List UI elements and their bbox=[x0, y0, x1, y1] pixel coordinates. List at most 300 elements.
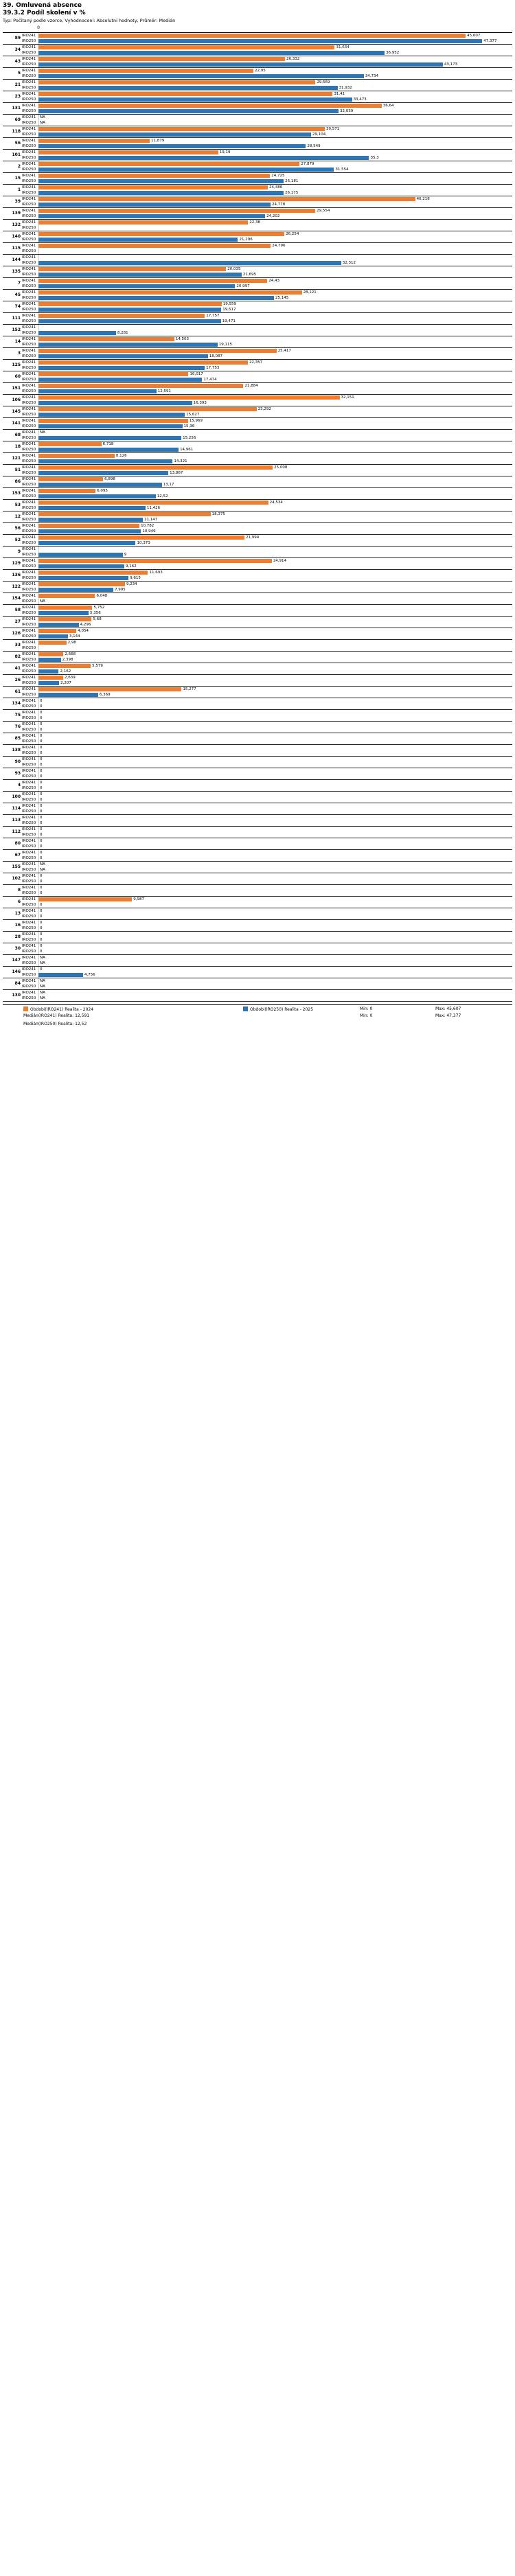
chart-row-group bbox=[3, 558, 512, 569]
bar-value-label: 0 bbox=[40, 938, 43, 942]
category-label: 2 bbox=[17, 164, 21, 169]
category-label: 144 bbox=[12, 257, 21, 262]
bar-row bbox=[3, 395, 512, 400]
bar-row bbox=[3, 62, 512, 67]
bar bbox=[38, 273, 242, 277]
chart-row-group bbox=[3, 862, 512, 873]
bar bbox=[38, 150, 218, 154]
series-year-label: IRO241 bbox=[22, 104, 36, 108]
bar-row bbox=[3, 220, 512, 225]
series-year-label: IRO250 bbox=[22, 623, 36, 627]
chart-row-group bbox=[3, 185, 512, 196]
series-year-label: IRO241 bbox=[22, 395, 36, 400]
chart-row-group bbox=[3, 687, 512, 698]
bar-row bbox=[3, 214, 512, 219]
series-year-label: IRO241 bbox=[22, 687, 36, 691]
series-year-label: IRO241 bbox=[22, 512, 36, 516]
series-year-label: IRO250 bbox=[22, 833, 36, 837]
bar-row bbox=[3, 902, 512, 908]
series-year-label: IRO241 bbox=[22, 932, 36, 936]
category-label: 34 bbox=[14, 47, 21, 52]
series-year-label: IRO241 bbox=[22, 652, 36, 656]
bar-row bbox=[3, 961, 512, 966]
series-year-label: IRO241 bbox=[22, 267, 36, 271]
chart-row-group bbox=[3, 838, 512, 849]
bar-row bbox=[3, 330, 512, 336]
series-year-label: IRO250 bbox=[22, 436, 36, 440]
bar bbox=[38, 174, 270, 178]
chart-row-group bbox=[3, 722, 512, 733]
category-label: 84 bbox=[14, 981, 21, 986]
category-label: 12 bbox=[14, 514, 21, 519]
bar bbox=[38, 541, 135, 545]
bar-row bbox=[3, 476, 512, 482]
bar-row bbox=[3, 225, 512, 231]
series-year-label: IRO241 bbox=[22, 804, 36, 808]
chart-row-group bbox=[3, 406, 512, 417]
bar-row bbox=[3, 575, 512, 581]
series-year-label: IRO241 bbox=[22, 559, 36, 563]
bar-value-label: 0 bbox=[40, 804, 43, 808]
bar bbox=[38, 524, 139, 528]
bar-row bbox=[3, 465, 512, 470]
bar-row bbox=[3, 505, 512, 511]
chart-row-group bbox=[3, 955, 512, 966]
bar-value-label: NA bbox=[40, 991, 45, 995]
bar-row bbox=[3, 155, 512, 161]
bar-value-label: 2,162 bbox=[60, 669, 71, 674]
chart-row-group bbox=[3, 593, 512, 604]
series-year-label: IRO241 bbox=[22, 255, 36, 260]
series-year-label: IRO250 bbox=[22, 529, 36, 533]
series-year-label: IRO250 bbox=[22, 109, 36, 113]
bar-row bbox=[3, 925, 512, 931]
bar-row bbox=[3, 535, 512, 540]
series-year-label: IRO241 bbox=[22, 302, 36, 306]
bar-value-label: NA bbox=[40, 115, 45, 119]
bar bbox=[38, 594, 95, 598]
category-label: 147 bbox=[12, 958, 21, 963]
category-label: 15 bbox=[14, 176, 21, 181]
series-year-label: IRO241 bbox=[22, 139, 36, 143]
category-label: 145 bbox=[12, 409, 21, 414]
bar-row bbox=[3, 628, 512, 634]
series-year-label: IRO250 bbox=[22, 961, 36, 965]
bar bbox=[38, 576, 128, 580]
bar-row bbox=[3, 634, 512, 639]
series-year-label: IRO241 bbox=[22, 967, 36, 971]
bar bbox=[38, 139, 150, 143]
bar bbox=[38, 483, 162, 487]
chart-row-group bbox=[3, 161, 512, 172]
chart-row-group bbox=[3, 196, 512, 207]
bar-row bbox=[3, 803, 512, 809]
bar-value-label: 9 bbox=[124, 553, 127, 557]
series-year-label: IRO250 bbox=[22, 459, 36, 463]
legend-entry bbox=[435, 1013, 461, 1018]
bar-value-label: 21,695 bbox=[242, 273, 257, 277]
chart-row-group bbox=[3, 488, 512, 499]
category-label: 56 bbox=[14, 526, 21, 531]
legend-entry bbox=[243, 1007, 313, 1012]
bar-value-label: 2,668 bbox=[65, 652, 76, 656]
series-year-label: IRO250 bbox=[22, 856, 36, 860]
category-label: 118 bbox=[12, 129, 21, 134]
category-label: 126 bbox=[12, 631, 21, 636]
chart-row-group bbox=[3, 757, 512, 768]
bar bbox=[38, 232, 284, 236]
bar-row bbox=[3, 669, 512, 674]
series-year-label: IRO250 bbox=[22, 62, 36, 67]
bar-row bbox=[3, 540, 512, 546]
series-year-label: IRO250 bbox=[22, 553, 36, 557]
bar-value-label: 33,473 bbox=[353, 97, 367, 102]
chart-row-group bbox=[3, 850, 512, 861]
series-year-label: IRO250 bbox=[22, 506, 36, 510]
bar-row bbox=[3, 231, 512, 237]
bar bbox=[38, 74, 364, 78]
bar-value-label: 20,997 bbox=[236, 284, 250, 288]
series-year-label: IRO250 bbox=[22, 144, 36, 148]
bar-row bbox=[3, 511, 512, 517]
series-year-label: IRO241 bbox=[22, 594, 36, 598]
bar-row bbox=[3, 441, 512, 447]
bar bbox=[38, 448, 179, 452]
category-label: 102 bbox=[12, 876, 21, 881]
category-label: 136 bbox=[12, 573, 21, 577]
series-year-label: IRO241 bbox=[22, 641, 36, 645]
category-label: 41 bbox=[14, 666, 21, 671]
bar bbox=[38, 407, 257, 411]
series-year-label: IRO250 bbox=[22, 950, 36, 954]
bar-row bbox=[3, 932, 512, 937]
series-year-label: IRO241 bbox=[22, 827, 36, 831]
bar-row bbox=[3, 325, 512, 330]
bar bbox=[38, 104, 382, 108]
series-year-label: IRO241 bbox=[22, 909, 36, 913]
bar-row bbox=[3, 663, 512, 669]
category-label: 28 bbox=[14, 934, 21, 939]
series-year-label: IRO250 bbox=[22, 798, 36, 802]
bar-value-label: 15,627 bbox=[186, 413, 200, 417]
chart-row-group bbox=[3, 150, 512, 161]
bar bbox=[38, 197, 415, 201]
series-year-label: IRO241 bbox=[22, 606, 36, 610]
category-label: 16 bbox=[14, 923, 21, 928]
series-year-label: IRO250 bbox=[22, 985, 36, 989]
bar-value-label: 2,207 bbox=[60, 681, 71, 685]
bar-row bbox=[3, 967, 512, 972]
chart-row-group bbox=[3, 943, 512, 954]
bar-row bbox=[3, 412, 512, 417]
bar-row bbox=[3, 249, 512, 254]
series-year-label: IRO241 bbox=[22, 360, 36, 365]
bar-value-label: 40,218 bbox=[416, 197, 430, 201]
category-label: 61 bbox=[14, 689, 21, 694]
series-year-label: IRO250 bbox=[22, 774, 36, 779]
series-year-label: IRO241 bbox=[22, 349, 36, 353]
bar-value-label: 29,104 bbox=[312, 133, 326, 137]
bar-value-label: 11,426 bbox=[146, 506, 161, 510]
bar-row bbox=[3, 593, 512, 599]
chart-row-group bbox=[3, 395, 512, 406]
bar bbox=[38, 144, 306, 148]
category-label: 27 bbox=[14, 619, 21, 624]
series-year-label: IRO250 bbox=[22, 133, 36, 137]
series-year-label: IRO241 bbox=[22, 629, 36, 633]
bar-value-label: 6,095 bbox=[97, 489, 108, 493]
bar-value-label: 0 bbox=[40, 786, 43, 790]
bar-value-label: 15,969 bbox=[189, 419, 203, 423]
bar-value-label: 0 bbox=[40, 816, 43, 820]
bar bbox=[38, 424, 183, 428]
bar-row bbox=[3, 150, 512, 155]
legend-label: Medián(IRO241) Realita: 12,591 bbox=[23, 1013, 90, 1018]
bar-row bbox=[3, 727, 512, 733]
category-label: 153 bbox=[12, 491, 21, 496]
category-label: 75 bbox=[14, 713, 21, 717]
bar-row bbox=[3, 715, 512, 721]
category-label: 6 bbox=[17, 899, 21, 904]
bar-row bbox=[3, 138, 512, 143]
series-year-label: IRO241 bbox=[22, 991, 36, 995]
category-label: 134 bbox=[12, 701, 21, 706]
series-year-label: IRO241 bbox=[22, 244, 36, 248]
bar-row bbox=[3, 470, 512, 476]
series-year-label: IRO250 bbox=[22, 74, 36, 78]
series-year-label: IRO250 bbox=[22, 319, 36, 323]
bar-row bbox=[3, 179, 512, 184]
bar-value-label: 9,234 bbox=[126, 582, 137, 586]
series-year-label: IRO241 bbox=[22, 699, 36, 703]
bar-row bbox=[3, 617, 512, 622]
bar bbox=[38, 611, 89, 615]
bar-row bbox=[3, 809, 512, 814]
bar-row bbox=[3, 768, 512, 774]
series-year-label: IRO250 bbox=[22, 518, 36, 522]
bar-value-label: 0 bbox=[40, 792, 43, 796]
series-year-label: IRO250 bbox=[22, 891, 36, 895]
bar-row bbox=[3, 710, 512, 715]
bar bbox=[38, 162, 299, 166]
bar-value-label: 10,782 bbox=[141, 524, 154, 528]
bar bbox=[38, 687, 181, 691]
bar-value-label: 8,281 bbox=[117, 331, 128, 335]
bar-value-label: 25,145 bbox=[275, 296, 289, 300]
bar bbox=[38, 349, 277, 353]
chart-row-group bbox=[3, 967, 512, 978]
chart-row-group bbox=[3, 126, 512, 137]
series-year-label: IRO250 bbox=[22, 51, 36, 55]
bar-row bbox=[3, 792, 512, 797]
bar-value-label: 32,039 bbox=[340, 109, 354, 113]
chart-row-group bbox=[3, 605, 512, 616]
bar bbox=[38, 559, 272, 563]
series-year-label: IRO241 bbox=[22, 921, 36, 925]
bar-row bbox=[3, 237, 512, 242]
category-label: 18 bbox=[14, 444, 21, 449]
bar-row bbox=[3, 435, 512, 441]
chart-row-group bbox=[3, 173, 512, 184]
bar-row bbox=[3, 290, 512, 295]
bar-value-label: 21,884 bbox=[244, 384, 258, 388]
category-label: 139 bbox=[12, 211, 21, 216]
bar-value-label: 30,571 bbox=[325, 127, 340, 131]
bar-row bbox=[3, 348, 512, 354]
bar-value-label: 25,417 bbox=[277, 349, 291, 353]
series-year-label: IRO250 bbox=[22, 973, 36, 977]
bar bbox=[38, 86, 338, 90]
bar-value-label: 24,796 bbox=[272, 244, 286, 248]
bar-value-label: 19,559 bbox=[222, 302, 237, 306]
bar-row bbox=[3, 313, 512, 319]
bar-value-label: 19,115 bbox=[218, 343, 232, 347]
bar-value-label: 15,36 bbox=[183, 424, 195, 428]
series-year-label: IRO241 bbox=[22, 571, 36, 575]
bar-row bbox=[3, 564, 512, 569]
bar-value-label: 26,181 bbox=[285, 179, 299, 183]
bar-row bbox=[3, 943, 512, 949]
bar-row bbox=[3, 978, 512, 984]
series-year-label: IRO241 bbox=[22, 781, 36, 785]
bar-value-label: 0 bbox=[40, 874, 43, 878]
legend-label: Min: 0 bbox=[360, 1007, 373, 1011]
bar-value-label: 22,38 bbox=[249, 220, 260, 225]
bar-value-label: 14,961 bbox=[180, 448, 194, 452]
bar bbox=[38, 465, 273, 470]
bar bbox=[38, 378, 202, 382]
chart-row-group bbox=[3, 56, 512, 67]
bar-row bbox=[3, 126, 512, 132]
bar-row bbox=[3, 336, 512, 342]
bar-value-label: 0 bbox=[40, 844, 43, 849]
bar-row bbox=[3, 949, 512, 954]
chart-row-group bbox=[3, 290, 512, 301]
chart-legend bbox=[3, 1004, 512, 1035]
bar-row bbox=[3, 972, 512, 978]
bar-row bbox=[3, 295, 512, 301]
series-year-label: IRO250 bbox=[22, 564, 36, 568]
bar-value-label: 0 bbox=[40, 932, 43, 936]
bar bbox=[38, 669, 58, 674]
bar bbox=[38, 693, 98, 697]
series-year-label: IRO241 bbox=[22, 734, 36, 738]
bar-value-label: 5,68 bbox=[93, 617, 102, 621]
bar-value-label: 22,95 bbox=[255, 69, 266, 73]
bar-row bbox=[3, 610, 512, 616]
bar-value-label: 22,357 bbox=[249, 360, 263, 365]
bar-row bbox=[3, 850, 512, 855]
bar-value-label: 11,693 bbox=[149, 571, 163, 575]
bar-value-label: 23,292 bbox=[258, 407, 271, 411]
bar-row bbox=[3, 827, 512, 832]
chart-row-group bbox=[3, 266, 512, 277]
legend-entry bbox=[23, 1013, 89, 1018]
category-label: 122 bbox=[12, 584, 21, 589]
legend-entry bbox=[23, 1007, 93, 1012]
series-year-label: IRO250 bbox=[22, 681, 36, 685]
chart-row-group bbox=[3, 815, 512, 826]
bar-row bbox=[3, 80, 512, 85]
chart-row-group bbox=[3, 336, 512, 347]
series-year-label: IRO250 bbox=[22, 669, 36, 674]
series-year-label: IRO250 bbox=[22, 704, 36, 709]
bar-value-label: 31,634 bbox=[336, 45, 350, 49]
bar-row bbox=[3, 371, 512, 377]
bar-value-label: 0 bbox=[40, 769, 43, 773]
bar-value-label: 21,994 bbox=[245, 536, 260, 540]
bar-row bbox=[3, 243, 512, 249]
bar-row bbox=[3, 196, 512, 202]
bar-value-label: 0 bbox=[40, 921, 43, 925]
bar-row bbox=[3, 56, 512, 62]
series-year-label: IRO250 bbox=[22, 716, 36, 720]
bar-row bbox=[3, 570, 512, 575]
bar-value-label: 35,3 bbox=[370, 156, 379, 160]
bar-value-label: 0 bbox=[40, 734, 43, 738]
bar-row bbox=[3, 143, 512, 149]
bar bbox=[38, 582, 125, 586]
bar-row bbox=[3, 675, 512, 680]
bar bbox=[38, 501, 268, 505]
series-year-label: IRO241 bbox=[22, 664, 36, 668]
x-axis-top bbox=[3, 25, 512, 32]
series-year-label: IRO241 bbox=[22, 501, 36, 505]
series-year-label: IRO241 bbox=[22, 442, 36, 446]
series-year-label: IRO250 bbox=[22, 938, 36, 942]
series-year-label: IRO250 bbox=[22, 296, 36, 300]
series-year-label: IRO241 bbox=[22, 454, 36, 458]
series-year-label: IRO250 bbox=[22, 413, 36, 417]
bar-row bbox=[3, 680, 512, 686]
series-year-label: IRO241 bbox=[22, 150, 36, 154]
bar-value-label: 19,19 bbox=[219, 150, 231, 154]
bar-value-label: 0 bbox=[40, 950, 43, 954]
series-year-label: IRO250 bbox=[22, 821, 36, 825]
bar-value-label: 10,373 bbox=[137, 541, 150, 545]
bar-row bbox=[3, 494, 512, 499]
series-year-label: IRO250 bbox=[22, 389, 36, 393]
category-label: 3 bbox=[17, 351, 21, 356]
bar bbox=[38, 109, 339, 113]
chart-row-group bbox=[3, 733, 512, 744]
series-year-label: IRO241 bbox=[22, 45, 36, 49]
series-year-label: IRO250 bbox=[22, 693, 36, 697]
series-year-label: IRO250 bbox=[22, 249, 36, 253]
bar-value-label: 0 bbox=[40, 716, 43, 720]
bar-row bbox=[3, 885, 512, 890]
series-year-label: IRO250 bbox=[22, 763, 36, 767]
category-label: 125 bbox=[12, 363, 21, 367]
bar bbox=[38, 518, 143, 522]
series-year-label: IRO250 bbox=[22, 879, 36, 884]
bar-row bbox=[3, 500, 512, 505]
bar-row bbox=[3, 266, 512, 272]
bar bbox=[38, 564, 124, 568]
bar-value-label: 34,734 bbox=[365, 74, 379, 78]
bar-row bbox=[3, 862, 512, 867]
category-label: 152 bbox=[12, 327, 21, 332]
bar-row bbox=[3, 745, 512, 750]
bar bbox=[38, 127, 325, 131]
category-label: 1 bbox=[17, 187, 21, 192]
chart-row-group bbox=[3, 675, 512, 686]
chart-row-group bbox=[3, 652, 512, 663]
bar-value-label: NA bbox=[40, 956, 45, 960]
bar-value-label: 0 bbox=[40, 967, 43, 971]
category-label: 4 bbox=[17, 783, 21, 787]
bar bbox=[38, 69, 253, 73]
